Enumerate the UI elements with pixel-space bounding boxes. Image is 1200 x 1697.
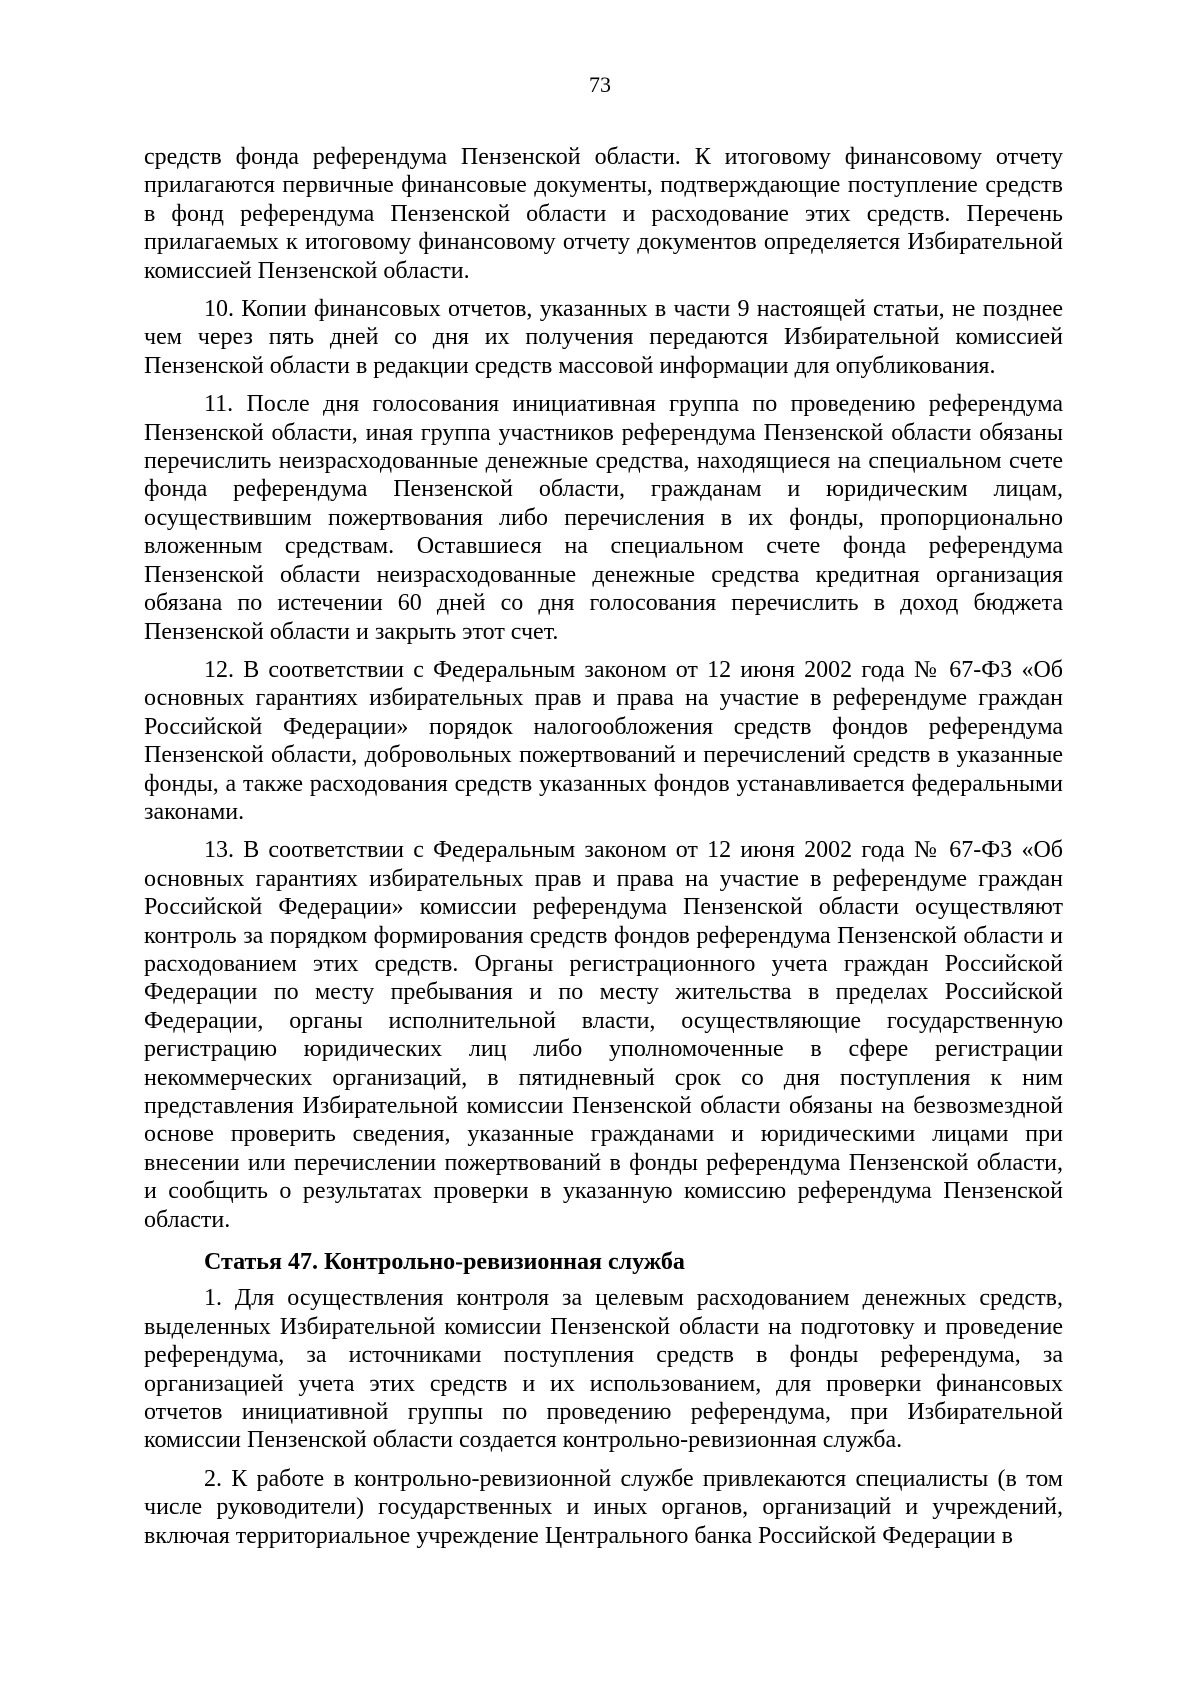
paragraph-13: 13. В соответствии с Федеральным законом от 12 июня 2002 года № 67-ФЗ «Об основных гарантиях избирательных прав и права на участие в референдуме граждан Российской Федерации» комиссии референдума Пензенской области осуществляют контроль за порядком формирования средств фондов референдума Пензенской области и расходованием этих средств. Органы регистрационного учета граждан Российской Федерации по месту пребывания и по месту жительства в пределах Российской Федерации, органы исполнительной власти, осуществляющие государственную регистрацию юридических лиц либо уполномоченные в сфере регистрации некоммерческих организаций, в пятидневный срок со дня поступления к ним представления Избирательной комиссии Пензенской области обязаны на безвозмездной основе проверить сведения, указанные гражданами и юридическими лицами при внесении или перечислении пожертвований в фонды референдума Пензенской области, и сообщить о результатах проверки в указанную комиссию референдума Пензенской области. — [144, 837, 1063, 1233]
page-number: 73 — [589, 72, 611, 97]
paragraph-continuation: средств фонда референдума Пензенской области. К итоговому финансовому отчету прилагаются первичные финансовые документы, подтверждающие поступление средств в фонд референдума Пензенской области и расходование этих средств. Перечень прилагаемых к итоговому финансовому отчету документов определяется Избирательной комиссией Пензенской области. — [144, 144, 1063, 284]
paragraph-10: 10. Копии финансовых отчетов, указанных в части 9 настоящей статьи, не позднее чем через пять дней со дня их получения передаются Избирательной комиссией Пензенской области в редакции средств массовой информации для опубликования. — [144, 296, 1063, 379]
article-47-paragraph-2: 2. К работе в контрольно-ревизионной службе привлекаются специалисты (в том числе руководители) государственных и иных органов, организаций и учреждений, включая территориальное учреждение Центрального банка Российской Федерации в — [144, 1465, 1063, 1549]
document-body — [144, 143, 1063, 1560]
paragraph-11: 11. После дня голосования инициативная группа по проведению референдума Пензенской области, иная группа участников референдума Пензенской области обязаны перечислить неизрасходованные денежные средства, находящиеся на специальном счете фонда референдума Пензенской области, гражданам и юридическим лицам, осуществившим пожертвования либо перечисления в их фонды, пропорционально вложенным средствам. Оставшиеся на специальном счете фонда референдума Пензенской области неизрасходованные денежные средства кредитная организация обязана по истечении 60 дней со дня голосования перечислить в доход бюджета Пензенской области и закрыть этот счет. — [144, 391, 1063, 645]
paragraph-12: 12. В соответствии с Федеральным законом от 12 июня 2002 года № 67-ФЗ «Об основных гарантиях избирательных прав и права на участие в референдуме граждан Российской Федерации» порядок налогообложения средств фондов референдума Пензенской области, добровольных пожертвований и перечислений средств в указанные фонды, а также расходования средств указанных фондов устанавливается федеральными законами. — [144, 656, 1063, 825]
article-47-paragraph-1: 1. Для осуществления контроля за целевым расходованием денежных средств, выделенных Избирательной комиссии Пензенской области на подготовку и проведение референдума, за источниками поступления средств в фонды референдума, за организацией учета этих средств и их использованием, для проверки финансовых отчетов инициативной группы по проведению референдума, при Избирательной комиссии Пензенской области создается контрольно-ревизионная служба. — [144, 1285, 1063, 1454]
article-47-heading: Статья 47. Контрольно-ревизионная служба — [204, 1249, 685, 1276]
